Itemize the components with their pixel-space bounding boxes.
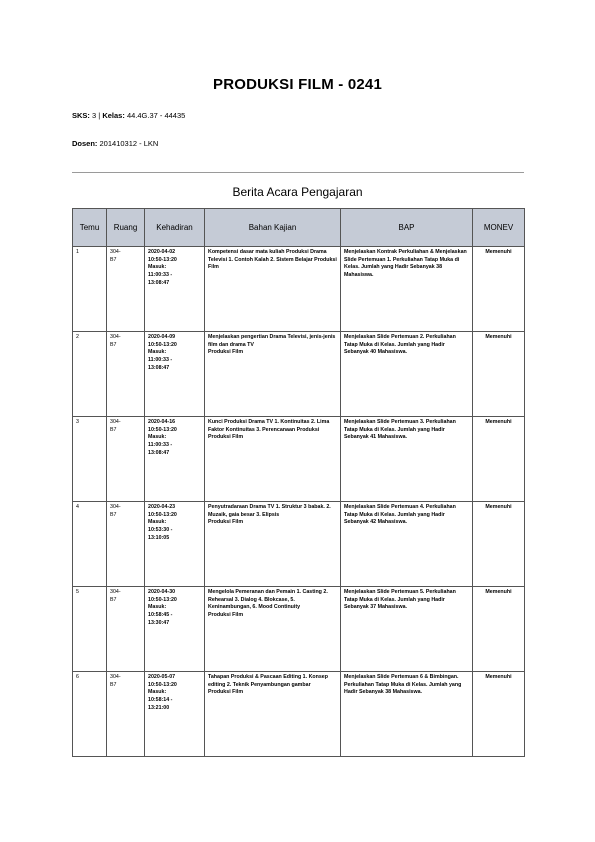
- cell-kehadiran: 2020-05-07 10:50-13:20 Masuk: 10:58:14 - 13:21:00: [145, 672, 205, 757]
- table-row: [73, 502, 525, 587]
- cell-bap: Menjelaskan Slide Pertemuan 3. Perkuliahan Tatap Muka di Kelas. Jumlah yang Hadir Sebanyak 41 Mahasiswa.: [341, 417, 473, 502]
- cell-kehadiran: 2020-04-09 10:50-13:20 Masuk: 11:00:33 - 13:08:47: [145, 332, 205, 417]
- sks-label: SKS:: [72, 111, 90, 120]
- table-row: [73, 247, 525, 332]
- kelas-label: Kelas:: [102, 111, 125, 120]
- cell-bap: Menjelaskan Slide Pertemuan 2. Perkuliahan Tatap Muka di Kelas. Jumlah yang Hadir Sebanyak 40 Mahasiswa.: [341, 332, 473, 417]
- cell-monev: Memenuhi: [473, 332, 525, 417]
- cell-ruang: 304- B7: [107, 587, 145, 672]
- cell-kehadiran: 2020-04-30 10:50-13:20 Masuk: 10:58:45 - 13:30:47: [145, 587, 205, 672]
- header-monev: MONEV: [473, 209, 525, 247]
- cell-bahan-kajian: Tahapan Produksi & Pascaan Editing 1. Konsep editing 2. Teknik Penyambungan gambar Produksi Film: [205, 672, 341, 757]
- cell-ruang: 304- B7: [107, 332, 145, 417]
- cell-kehadiran: 2020-04-23 10:50-13:20 Masuk: 10:53:30 - 13:10:05: [145, 502, 205, 587]
- cell-bahan-kajian: Penyutradaraan Drama TV 1. Struktur 3 babak. 2. Muzaik, gaia besar 3. Elipsis Produksi Film: [205, 502, 341, 587]
- course-info: [72, 111, 185, 120]
- cell-temu: 4: [73, 502, 107, 587]
- lecturer-info: [72, 139, 158, 148]
- table-row: [73, 417, 525, 502]
- cell-ruang: 304- B7: [107, 247, 145, 332]
- cell-ruang: 304- B7: [107, 672, 145, 757]
- cell-monev: Memenuhi: [473, 587, 525, 672]
- header-bahan-kajian: Bahan Kajian: [205, 209, 341, 247]
- cell-temu: 1: [73, 247, 107, 332]
- page-title: PRODUKSI FILM - 0241: [212, 76, 383, 93]
- cell-monev: Memenuhi: [473, 502, 525, 587]
- cell-ruang: 304- B7: [107, 502, 145, 587]
- header-temu: Temu: [73, 209, 107, 247]
- header-ruang: Ruang: [107, 209, 145, 247]
- cell-monev: Memenuhi: [473, 672, 525, 757]
- cell-temu: 5: [73, 587, 107, 672]
- teaching-record-table: [72, 208, 525, 757]
- cell-kehadiran: 2020-04-02 10:50-13:20 Masuk: 11:00:33 - 13:08:47: [145, 247, 205, 332]
- cell-bap: Menjelaskan Kontrak Perkuliahan & Menjelaskan Slide Pertemuan 1. Perkuliahan Tatap Muka di Kelas. Jumlah yang Hadir Sebanyak 38 Mahasiswa.: [341, 247, 473, 332]
- cell-temu: 3: [73, 417, 107, 502]
- dosen-value: 201410312 - LKN: [99, 139, 159, 148]
- cell-bahan-kajian: Mengelola Pemeranan dan Pemain 1. Casting 2. Rehearsal 3. Dialog 4. Blokcase, 5. Keninambungan, 6. Mood Continuity Produksi Film: [205, 587, 341, 672]
- sks-value: 3: [92, 111, 97, 120]
- cell-bap: Menjelaskan Slide Pertemuan 4. Perkuliahan Tatap Muka di Kelas. Jumlah yang Hadir Sebanyak 42 Mahasiswa.: [341, 502, 473, 587]
- cell-monev: Memenuhi: [473, 247, 525, 332]
- section-title: Berita Acara Pengajaran: [232, 185, 363, 199]
- cell-bahan-kajian: Kunci Produksi Drama TV 1. Kontinuitas 2. Lima Faktor Kontinuitas 3. Perencanaan Produksi Produksi Film: [205, 417, 341, 502]
- cell-kehadiran: 2020-04-16 10:50-13:20 Masuk: 11:00:33 - 13:08:47: [145, 417, 205, 502]
- cell-ruang: 304- B7: [107, 417, 145, 502]
- table-row: [73, 672, 525, 757]
- separator: |: [98, 111, 101, 120]
- header-bap: BAP: [341, 209, 473, 247]
- divider: [72, 172, 524, 173]
- cell-temu: 2: [73, 332, 107, 417]
- cell-bap: Menjelaskan Slide Pertemuan 5. Perkuliahan Tatap Muka di Kelas. Jumlah yang Hadir Sebanyak 37 Mahasiswa.: [341, 587, 473, 672]
- table-header-row: [73, 209, 525, 247]
- cell-bap: Menjelaskan Slide Pertemuan 6 & Bimbingan. Perkuliahan Tatap Muka di Kelas. Jumlah yang Hadir Sebanyak 38 Mahasiswa.: [341, 672, 473, 757]
- cell-bahan-kajian: Kompetensi dasar mata kuliah Produksi Drama Televisi 1. Contoh Kalah 2. Sistem Belajar Produksi Film: [205, 247, 341, 332]
- table-row: [73, 332, 525, 417]
- header-kehadiran: Kehadiran: [145, 209, 205, 247]
- cell-temu: 6: [73, 672, 107, 757]
- table-row: [73, 587, 525, 672]
- kelas-value: 44.4G.37 - 44435: [126, 111, 186, 120]
- cell-bahan-kajian: Menjelaskan pengertian Drama Televisi, jenis-jenis film dan drama TV Produksi Film: [205, 332, 341, 417]
- dosen-label: Dosen:: [72, 139, 98, 148]
- cell-monev: Memenuhi: [473, 417, 525, 502]
